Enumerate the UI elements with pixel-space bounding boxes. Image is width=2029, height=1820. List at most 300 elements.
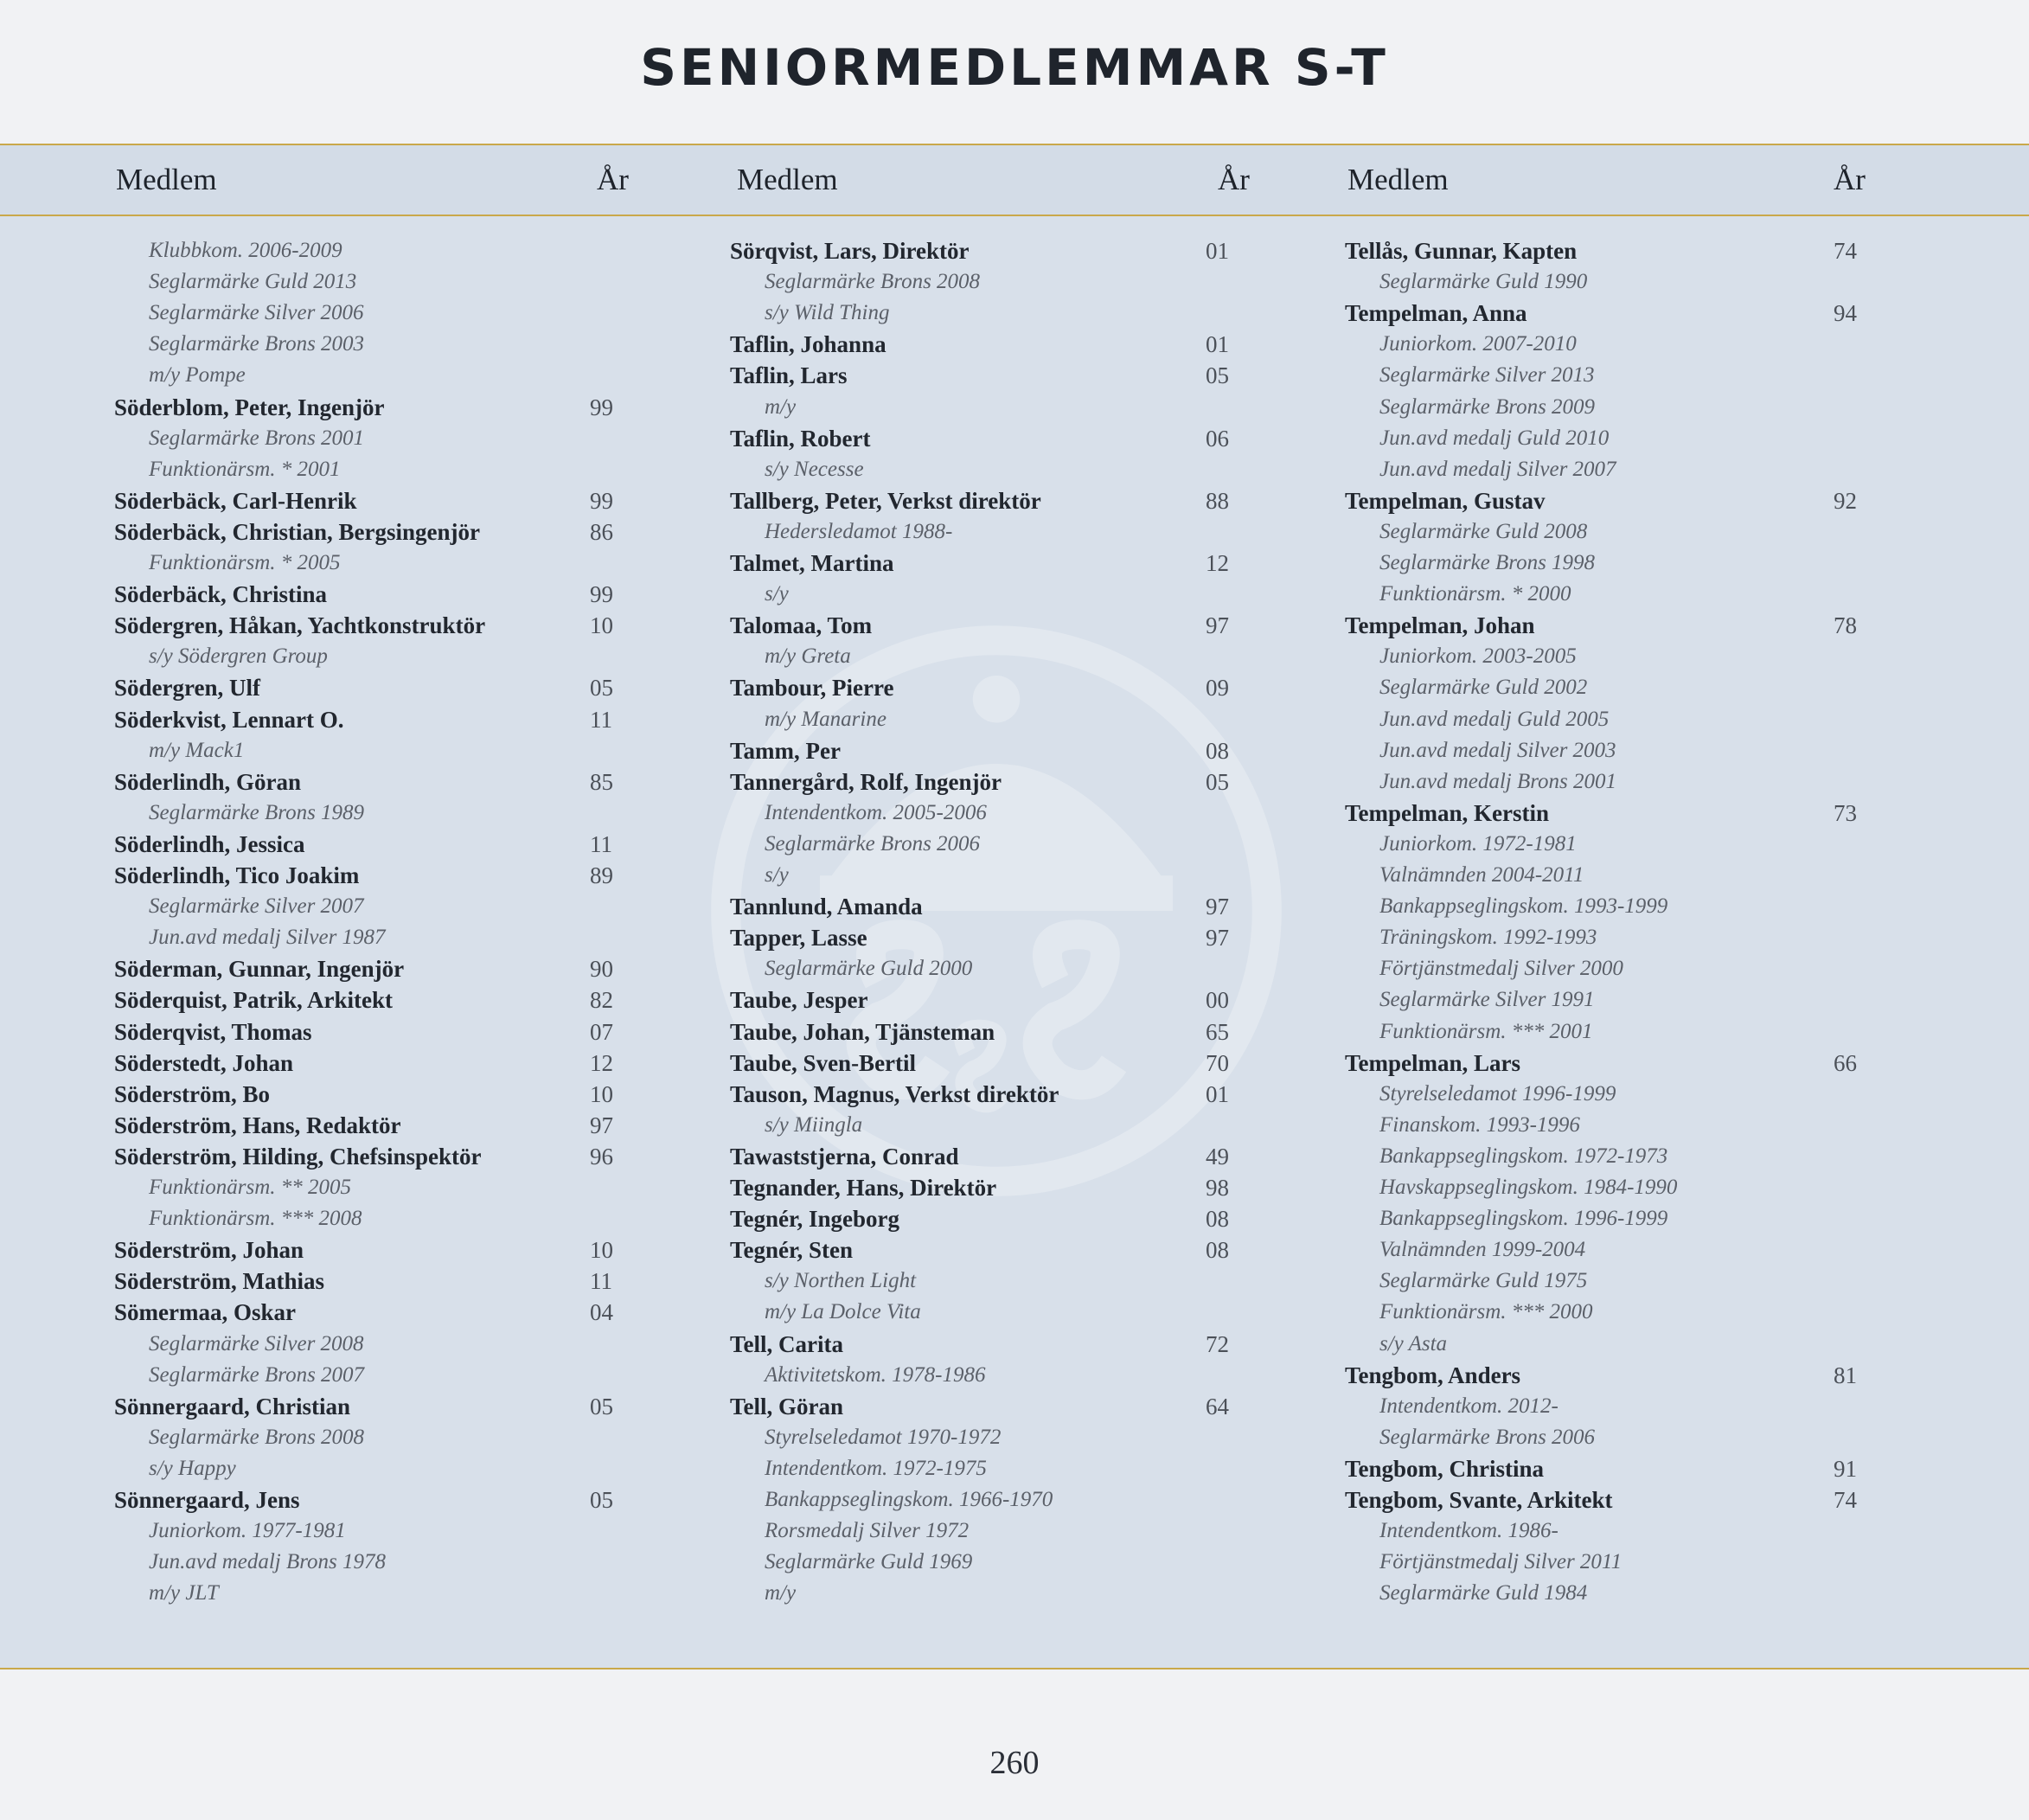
member-name: Tamm, Per <box>730 737 841 764</box>
member-row <box>114 672 633 703</box>
member-row <box>1345 235 1864 266</box>
member-name: Tempelman, Lars <box>1345 1049 1521 1076</box>
member-detail: Seglarmärke Brons 2001 <box>149 426 365 450</box>
member-year: 08 <box>1206 737 1229 764</box>
member-detail: Funktionärsm. ** 2005 <box>149 1176 352 1199</box>
member-detail: s/y Northen Light <box>765 1269 917 1293</box>
member-year: 85 <box>590 768 613 795</box>
member-detail-row <box>1345 1203 1864 1234</box>
member-detail-row <box>730 953 1249 984</box>
member-detail-row <box>730 579 1249 610</box>
member-detail: s/y Happy <box>149 1456 236 1480</box>
member-row <box>114 1079 633 1110</box>
member-year: 08 <box>1206 1237 1229 1264</box>
member-name: Tempelman, Kerstin <box>1345 799 1549 826</box>
member-row <box>730 1141 1249 1172</box>
member-detail-row <box>1345 704 1864 735</box>
member-detail: Intendentkom. 2012- <box>1379 1394 1559 1418</box>
header-member-2: Medlem <box>737 163 838 196</box>
member-row <box>730 672 1249 703</box>
member-detail: Seglarmärke Guld 1969 <box>765 1550 973 1574</box>
member-detail-row <box>1345 922 1864 953</box>
member-year: 97 <box>1206 925 1229 952</box>
member-detail-row <box>114 735 633 766</box>
member-name: Taube, Johan, Tjänsteman <box>730 1018 995 1045</box>
member-detail-row <box>1345 1016 1864 1048</box>
member-detail: Aktivitetskom. 1978-1986 <box>765 1362 986 1387</box>
member-name: Söderström, Bo <box>114 1080 270 1107</box>
member-detail: Seglarmärke Guld 2000 <box>765 957 973 981</box>
member-detail-row <box>114 1453 633 1484</box>
member-detail-row <box>730 1578 1249 1609</box>
member-detail-row <box>1345 1172 1864 1203</box>
member-detail: Rorsmedalj Silver 1972 <box>765 1519 970 1543</box>
member-name: Söderbäck, Christina <box>114 581 328 608</box>
member-row <box>1345 1453 1864 1484</box>
member-detail: Styrelseledamot 1970-1972 <box>765 1425 1002 1449</box>
member-detail-row <box>1345 1516 1864 1547</box>
member-detail: Förtjänstmedalj Silver 2011 <box>1379 1550 1623 1574</box>
member-detail: Seglarmärke Guld 1984 <box>1379 1581 1588 1605</box>
member-name: Tannergård, Rolf, Ingenjör <box>730 768 1002 795</box>
member-detail-row <box>114 1203 633 1234</box>
member-detail-row <box>730 1266 1249 1297</box>
member-row <box>1345 1360 1864 1391</box>
member-name: Tapper, Lasse <box>730 925 867 952</box>
member-detail: Träningskom. 1992-1993 <box>1379 926 1597 950</box>
member-name: Sömermaa, Oskar <box>114 1299 296 1326</box>
page-title: SENIORMEDLEMMAR S-T <box>640 38 1389 97</box>
member-year: 89 <box>590 862 613 888</box>
member-detail: Seglarmärke Brons 1998 <box>1379 551 1596 574</box>
member-detail-row <box>730 1422 1249 1453</box>
member-name: Taube, Sven-Bertil <box>730 1049 917 1076</box>
member-year: 07 <box>590 1018 613 1045</box>
member-name: Tellås, Gunnar, Kapten <box>1345 238 1578 264</box>
member-row <box>114 860 633 891</box>
member-detail: Jun.avd medalj Guld 2010 <box>1379 426 1610 450</box>
member-row <box>730 548 1249 579</box>
member-detail-row <box>1345 1297 1864 1328</box>
member-row <box>730 1172 1249 1203</box>
member-detail-row <box>730 1516 1249 1547</box>
member-year: 01 <box>1206 331 1229 358</box>
member-detail-row <box>1345 641 1864 672</box>
member-row <box>730 735 1249 766</box>
member-detail: Funktionärsm. * 2001 <box>149 457 341 481</box>
member-detail: Juniorkom. 2003-2005 <box>1379 644 1577 669</box>
member-name: Sönnergaard, Christian <box>114 1393 351 1419</box>
member-detail: s/y Wild Thing <box>765 301 890 325</box>
member-row <box>730 1079 1249 1110</box>
member-detail-row <box>730 1297 1249 1328</box>
member-detail: Havskappseglingskom. 1984-1990 <box>1379 1176 1678 1199</box>
header-year-1: År <box>597 163 629 196</box>
member-name: Söderstedt, Johan <box>114 1049 294 1076</box>
member-row <box>114 984 633 1016</box>
member-year: 73 <box>1834 799 1857 826</box>
member-detail: s/y Necesse <box>765 457 864 481</box>
header-year-3: År <box>1834 163 1866 196</box>
member-name: Tempelman, Johan <box>1345 612 1535 639</box>
member-name: Tegnér, Sten <box>730 1237 854 1264</box>
member-year: 91 <box>1834 1455 1857 1482</box>
header-member-1: Medlem <box>116 163 217 196</box>
member-row <box>114 485 633 516</box>
member-detail-row <box>1345 1422 1864 1453</box>
member-detail: s/y Södergren Group <box>149 644 328 669</box>
member-detail: Funktionärsm. * 2005 <box>149 551 341 574</box>
member-row <box>730 610 1249 641</box>
member-detail: Funktionärsm. *** 2001 <box>1379 1019 1593 1043</box>
member-year: 99 <box>590 394 613 420</box>
member-year: 81 <box>1834 1362 1857 1388</box>
member-year: 08 <box>1206 1206 1229 1233</box>
member-detail-row <box>114 298 633 329</box>
member-detail-row <box>1345 829 1864 860</box>
member-year: 94 <box>1834 300 1857 327</box>
member-column-3 <box>1345 235 1864 1637</box>
member-detail: Juniorkom. 2007-2010 <box>1379 332 1577 356</box>
member-year: 86 <box>590 518 613 545</box>
member-year: 88 <box>1206 487 1229 514</box>
member-detail: m/y <box>765 394 797 419</box>
member-name: Tengbom, Svante, Arkitekt <box>1345 1487 1613 1513</box>
member-year: 74 <box>1834 238 1857 264</box>
member-row <box>114 1484 633 1516</box>
member-detail-row <box>1345 1141 1864 1172</box>
member-detail-row <box>114 1172 633 1203</box>
member-name: Söderlindh, Göran <box>114 768 302 795</box>
member-name: Tell, Carita <box>730 1330 843 1357</box>
member-detail-row <box>114 1360 633 1391</box>
member-detail: Seglarmärke Guld 2013 <box>149 270 357 294</box>
member-detail: Seglarmärke Brons 1989 <box>149 800 365 824</box>
member-name: Söderström, Hilding, Chefsinspektör <box>114 1143 482 1170</box>
member-detail-row <box>730 641 1249 672</box>
member-detail-row <box>1345 423 1864 454</box>
member-name: Tannlund, Amanda <box>730 894 923 920</box>
member-detail: Seglarmärke Guld 1990 <box>1379 270 1588 294</box>
member-row <box>114 704 633 735</box>
member-detail: m/y <box>765 1581 797 1605</box>
member-detail: Seglarmärke Brons 2006 <box>1379 1425 1596 1449</box>
member-detail-row <box>1345 548 1864 579</box>
member-year: 06 <box>1206 425 1229 452</box>
member-detail-row <box>114 329 633 360</box>
member-year: 90 <box>590 956 613 983</box>
member-row <box>114 610 633 641</box>
member-year: 98 <box>1206 1175 1229 1201</box>
member-year: 01 <box>1206 238 1229 264</box>
member-name: Söderblom, Peter, Ingenjör <box>114 394 385 420</box>
member-detail: m/y La Dolce Vita <box>765 1300 921 1324</box>
member-row <box>114 1234 633 1266</box>
member-row <box>730 1048 1249 1079</box>
member-detail-row <box>1345 1391 1864 1422</box>
member-year: 99 <box>590 487 613 514</box>
member-detail: Seglarmärke Silver 1991 <box>1379 988 1595 1012</box>
member-year: 00 <box>1206 987 1229 1014</box>
member-detail: Seglarmärke Silver 2006 <box>149 301 364 325</box>
member-year: 05 <box>1206 362 1229 389</box>
member-detail-row <box>1345 1547 1864 1578</box>
member-detail-row <box>730 1360 1249 1391</box>
member-detail: Seglarmärke Guld 2008 <box>1379 519 1588 543</box>
member-detail-row <box>114 423 633 454</box>
member-row <box>114 1391 633 1422</box>
member-detail: Intendentkom. 1986- <box>1379 1519 1559 1543</box>
member-detail-row <box>1345 766 1864 798</box>
member-detail: Funktionärsm. *** 2000 <box>1379 1300 1593 1324</box>
member-year: 74 <box>1834 1487 1857 1513</box>
member-detail-row <box>730 516 1249 548</box>
member-year: 97 <box>1206 612 1229 639</box>
member-year: 64 <box>1206 1393 1229 1419</box>
member-detail: Funktionärsm. * 2000 <box>1379 582 1571 606</box>
member-detail: Förtjänstmedalj Silver 2000 <box>1379 957 1623 981</box>
member-table <box>0 144 2029 1669</box>
member-year: 11 <box>590 830 612 857</box>
member-detail-row <box>1345 454 1864 485</box>
member-detail: Seglarmärke Brons 2009 <box>1379 394 1596 419</box>
member-name: Tempelman, Anna <box>1345 300 1527 327</box>
member-detail: Jun.avd medalj Brons 1978 <box>149 1550 387 1574</box>
member-row <box>730 423 1249 454</box>
member-detail: Intendentkom. 2005-2006 <box>765 800 987 824</box>
member-detail: m/y Mack1 <box>149 738 245 762</box>
member-row <box>730 891 1249 922</box>
member-detail: Seglarmärke Guld 1975 <box>1379 1269 1588 1293</box>
member-name: Tegnander, Hans, Direktör <box>730 1175 997 1201</box>
member-row <box>730 329 1249 360</box>
member-detail-row <box>1345 1266 1864 1297</box>
member-row <box>730 1203 1249 1234</box>
member-name: Sönnergaard, Jens <box>114 1487 300 1513</box>
member-detail: Bankappseglingskom. 1996-1999 <box>1379 1207 1668 1231</box>
member-name: Söderbäck, Carl-Henrik <box>114 487 357 514</box>
member-row <box>730 922 1249 953</box>
member-detail: Jun.avd medalj Silver 2003 <box>1379 738 1616 762</box>
member-year: 05 <box>590 675 613 702</box>
member-year: 49 <box>1206 1143 1229 1170</box>
member-detail-row <box>1345 1079 1864 1110</box>
member-year: 96 <box>590 1143 613 1170</box>
member-name: Söderlindh, Tico Joakim <box>114 862 360 888</box>
member-detail-row <box>1345 891 1864 922</box>
member-year: 05 <box>1206 768 1229 795</box>
member-row <box>730 235 1249 266</box>
member-detail: Funktionärsm. *** 2008 <box>149 1207 362 1231</box>
member-detail: m/y Pompe <box>149 363 246 388</box>
member-detail-row <box>730 298 1249 329</box>
member-row <box>114 766 633 798</box>
member-column-1 <box>114 235 633 1637</box>
member-year: 66 <box>1834 1049 1857 1076</box>
member-row <box>1345 798 1864 829</box>
header-member-3: Medlem <box>1347 163 1449 196</box>
member-detail-row <box>114 1516 633 1547</box>
member-detail: Jun.avd medalj Guld 2005 <box>1379 707 1610 731</box>
member-year: 05 <box>590 1393 613 1419</box>
member-year: 10 <box>590 1237 613 1264</box>
member-detail-row <box>114 922 633 953</box>
member-name: Söderström, Hans, Redaktör <box>114 1112 401 1138</box>
header-year-2: År <box>1218 163 1250 196</box>
member-row <box>114 1110 633 1141</box>
member-detail: Jun.avd medalj Silver 1987 <box>149 926 386 950</box>
member-name: Sörqvist, Lars, Direktör <box>730 238 970 264</box>
member-detail: Juniorkom. 1977-1981 <box>149 1519 346 1543</box>
member-detail: m/y Manarine <box>765 707 886 731</box>
member-detail: Seglarmärke Guld 2002 <box>1379 676 1588 700</box>
member-detail-row <box>1345 672 1864 703</box>
member-name: Tempelman, Gustav <box>1345 487 1546 514</box>
member-name: Taube, Jesper <box>730 987 868 1014</box>
member-detail: Bankappseglingskom. 1966-1970 <box>765 1488 1053 1511</box>
member-year: 10 <box>590 1080 613 1107</box>
member-name: Söderlindh, Jessica <box>114 830 305 857</box>
member-detail-row <box>114 1547 633 1578</box>
member-detail-row <box>730 1110 1249 1141</box>
member-detail: Seglarmärke Brons 2008 <box>149 1425 365 1449</box>
member-name: Tengbom, Anders <box>1345 1362 1521 1388</box>
member-row <box>730 984 1249 1016</box>
member-detail-row <box>730 1547 1249 1578</box>
member-row <box>730 485 1249 516</box>
member-row <box>114 392 633 423</box>
member-detail-row <box>114 798 633 829</box>
member-year: 11 <box>590 706 612 733</box>
member-name: Tauson, Magnus, Verkst direktör <box>730 1080 1059 1107</box>
member-detail-row <box>730 704 1249 735</box>
member-detail: Intendentkom. 1972-1975 <box>765 1456 987 1480</box>
member-name: Taflin, Robert <box>730 425 871 452</box>
member-row <box>730 360 1249 391</box>
member-detail-row <box>114 360 633 391</box>
member-detail: Bankappseglingskom. 1993-1999 <box>1379 894 1668 919</box>
table-header <box>0 145 2029 216</box>
member-detail-row <box>730 798 1249 829</box>
member-detail: m/y JLT <box>149 1581 219 1605</box>
member-year: 05 <box>590 1487 613 1513</box>
member-row <box>1345 298 1864 329</box>
member-name: Talmet, Martina <box>730 550 894 576</box>
member-year: 99 <box>590 581 613 608</box>
member-detail-row <box>730 860 1249 891</box>
member-name: Söderström, Johan <box>114 1237 304 1264</box>
member-year: 97 <box>590 1112 613 1138</box>
member-name: Söderbäck, Christian, Bergsingenjör <box>114 518 481 545</box>
member-row <box>1345 1048 1864 1079</box>
member-year: 70 <box>1206 1049 1229 1076</box>
member-row <box>114 1141 633 1172</box>
member-year: 92 <box>1834 487 1857 514</box>
member-name: Taflin, Lars <box>730 362 848 389</box>
member-year: 10 <box>590 612 613 639</box>
member-detail-row <box>1345 266 1864 298</box>
member-detail: Seglarmärke Brons 2007 <box>149 1362 365 1387</box>
member-detail: Juniorkom. 1972-1981 <box>1379 831 1577 856</box>
member-detail-row <box>114 548 633 579</box>
member-row <box>114 1016 633 1048</box>
member-name: Tengbom, Christina <box>1345 1455 1545 1482</box>
member-detail: Seglarmärke Silver 2013 <box>1379 363 1595 388</box>
member-detail-row <box>730 1453 1249 1484</box>
member-detail: s/y Asta <box>1379 1331 1448 1355</box>
member-detail-row <box>1345 329 1864 360</box>
member-detail: Hedersledamot 1988- <box>765 519 953 543</box>
member-detail: Jun.avd medalj Silver 2007 <box>1379 457 1616 481</box>
member-name: Talomaa, Tom <box>730 612 873 639</box>
member-detail-row <box>1345 360 1864 391</box>
member-detail-row <box>114 235 633 266</box>
member-year: 04 <box>590 1299 613 1326</box>
member-year: 65 <box>1206 1018 1229 1045</box>
member-detail-row <box>1345 1234 1864 1266</box>
member-detail: m/y Greta <box>765 644 851 669</box>
member-detail-row <box>1345 392 1864 423</box>
member-name: Söderqvist, Thomas <box>114 1018 312 1045</box>
member-row <box>730 1016 1249 1048</box>
member-detail-row <box>114 266 633 298</box>
member-year: 11 <box>590 1268 612 1295</box>
member-name: Söderman, Gunnar, Ingenjör <box>114 956 405 983</box>
member-detail-row <box>114 641 633 672</box>
member-row <box>114 1048 633 1079</box>
member-row <box>1345 610 1864 641</box>
member-name: Taflin, Johanna <box>730 331 886 358</box>
member-year: 01 <box>1206 1080 1229 1107</box>
member-detail-row <box>1345 953 1864 984</box>
member-detail: s/y Miingla <box>765 1112 863 1137</box>
member-detail-row <box>1345 1110 1864 1141</box>
member-year: 78 <box>1834 612 1857 639</box>
member-detail: Styrelseledamot 1996-1999 <box>1379 1081 1616 1105</box>
member-detail-row <box>114 1329 633 1360</box>
member-detail-row <box>730 392 1249 423</box>
member-detail-row <box>1345 1329 1864 1360</box>
member-column-2 <box>730 235 1249 1637</box>
member-year: 82 <box>590 987 613 1014</box>
member-detail-row <box>1345 860 1864 891</box>
member-detail: Valnämnden 2004-2011 <box>1379 863 1584 887</box>
member-detail-row <box>1345 1578 1864 1609</box>
member-row <box>114 953 633 984</box>
member-detail: Valnämnden 1999-2004 <box>1379 1238 1586 1262</box>
member-detail: Seglarmärke Brons 2006 <box>765 831 981 856</box>
member-detail: Jun.avd medalj Brons 2001 <box>1379 769 1617 793</box>
member-row <box>114 579 633 610</box>
member-detail-row <box>1345 516 1864 548</box>
member-detail-row <box>730 1484 1249 1516</box>
member-name: Tegnér, Ingeborg <box>730 1206 900 1233</box>
member-detail-row <box>1345 984 1864 1016</box>
member-detail: Seglarmärke Brons 2008 <box>765 270 981 294</box>
member-row <box>114 829 633 860</box>
member-year: 72 <box>1206 1330 1229 1357</box>
member-detail: Seglarmärke Silver 2007 <box>149 894 364 919</box>
member-detail: Finanskom. 1993-1996 <box>1379 1112 1580 1137</box>
member-name: Söderquist, Patrik, Arkitekt <box>114 987 394 1014</box>
member-detail-row <box>114 454 633 485</box>
member-detail-row <box>730 454 1249 485</box>
member-name: Söderkvist, Lennart O. <box>114 706 344 733</box>
member-name: Tallberg, Peter, Verkst direktör <box>730 487 1041 514</box>
member-detail-row <box>730 829 1249 860</box>
member-row <box>730 1391 1249 1422</box>
member-year: 09 <box>1206 675 1229 702</box>
